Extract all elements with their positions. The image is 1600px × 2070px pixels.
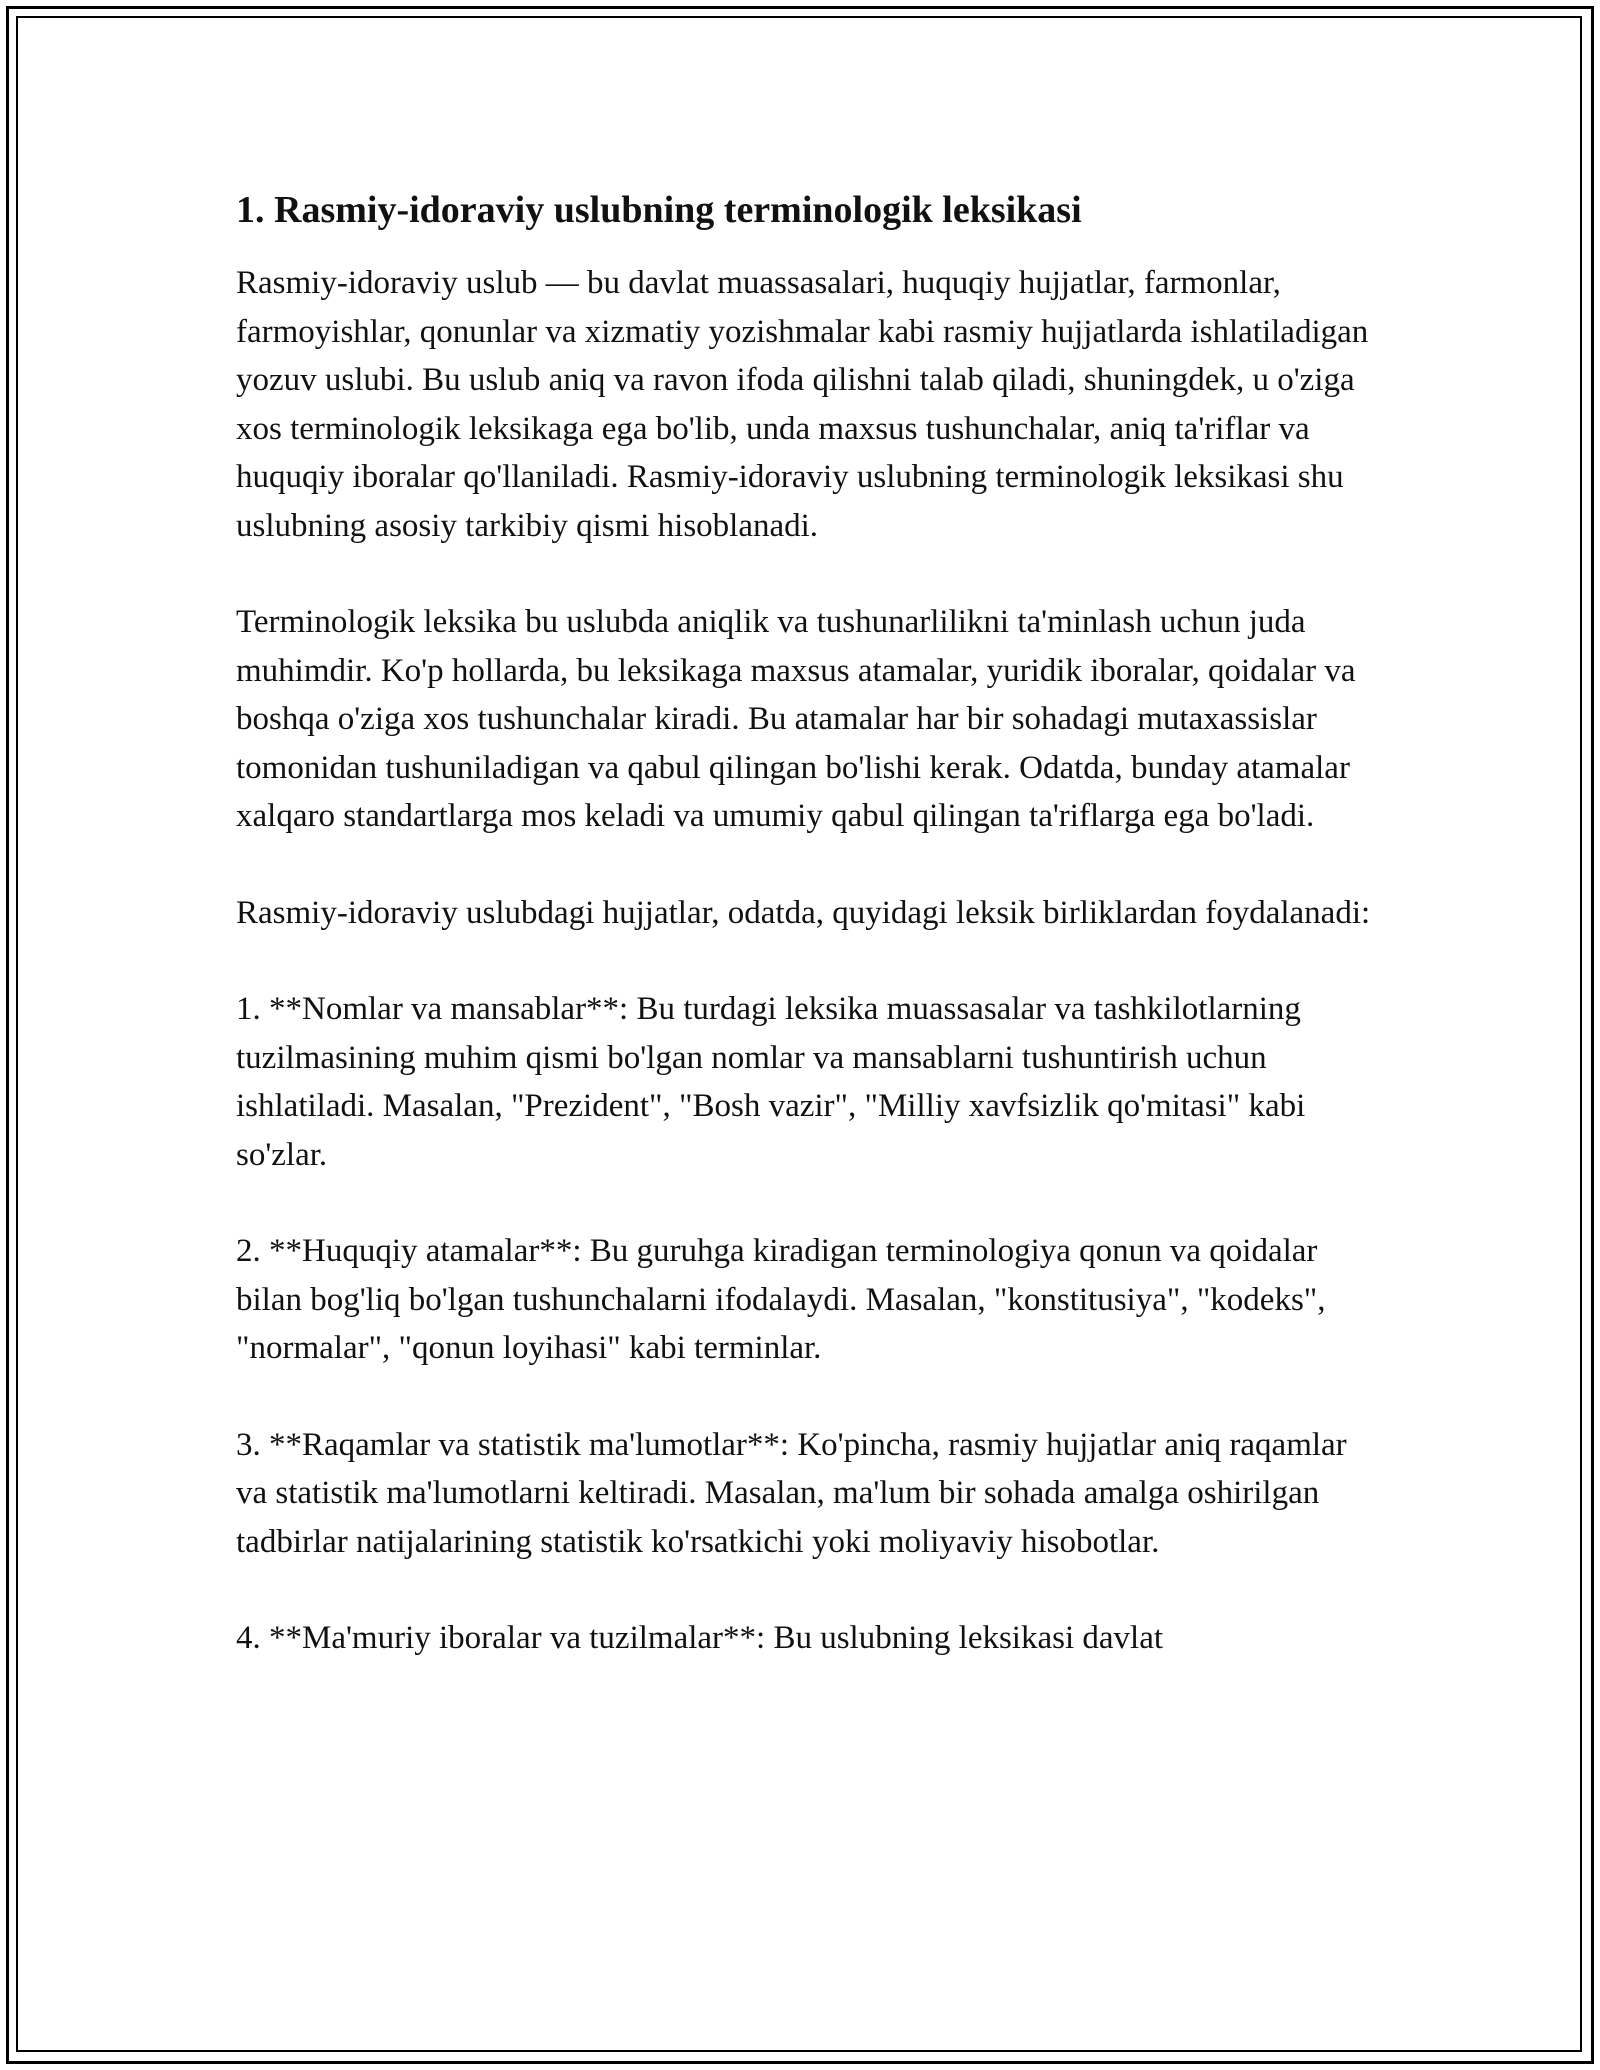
document-title: 1. Rasmiy-idoraviy uslubning terminologik leksikasi (236, 189, 1082, 231)
paragraph-terminology: Terminologik leksika bu uslubda aniqlik va tushunarlilikni ta'minlash uchun juda muhimdir. Ko'p hollarda, bu leksikaga maxsus atamalar, yuridik iboralar, qoidalar va boshqa o'ziga xos tushunchalar kiradi. Bu atamalar har bir sohadagi mutaxassislar tomonidan tushuniladigan va qabul qilingan bo'lishi kerak. Odatda, bunday atamalar xalqaro standartlarga mos keladi va umumiy qabul qilingan ta'riflarga ega bo'ladi. (236, 604, 1356, 835)
list-item-administrative-phrases: 4. **Ma'muriy iboralar va tuzilmalar**: Bu uslubning leksikasi davlat (236, 1620, 1164, 1657)
list-item-legal-terms: 2. **Huquqiy atamalar**: Bu guruhga kiradigan terminologiya qonun va qoidalar bilan bog'liq bo'lgan tushunchalarni ifodalaydi. Masalan, "konstitusiya", "kodeks", "normalar", "qonun loyihasi" kabi terminlar. (236, 1233, 1326, 1367)
list-item-numbers-and-statistics: 3. **Raqamlar va statistik ma'lumotlar**: Ko'pincha, rasmiy hujjatlar aniq raqamlar va statistik ma'lumotlarni keltiradi. Masalan, ma'lum bir sohada amalga oshirilgan tadbirlar natijalarining statistik ko'rsatkichi yoki moliyaviy hisobotlar. (236, 1426, 1347, 1560)
list-item-names-and-positions: 1. **Nomlar va mansablar**: Bu turdagi leksika muassasalar va tashkilotlarning tuzilmasining muhim qismi bo'lgan nomlar va mansablarni tushuntirish uchun ishlatiladi. Masalan, "Prezident", "Bosh vazir", "Milliy xavfsizlik qo'mitasi" kabi so'zlar. (236, 991, 1306, 1173)
paragraph-lexical-units-intro: Rasmiy-idoraviy uslubdagi hujjatlar, odatda, quyidagi leksik birliklardan foydalanadi: (236, 894, 1371, 931)
document-body (236, 186, 1376, 1663)
paragraph-intro: Rasmiy-idoraviy uslub — bu davlat muassasalari, huquqiy hujjatlar, farmonlar, farmoyishlar, qonunlar va xizmatiy yozishmalar kabi rasmiy hujjatlarda ishlatiladigan yozuv uslubi. Bu uslub aniq va ravon ifoda qilishni talab qiladi, shuningdek, u o'ziga xos terminologik leksikaga ega bo'lib, unda maxsus tushunchalar, aniq ta'riflar va huquqiy iboralar qo'llaniladi. Rasmiy-idoraviy uslubning terminologik leksikasi shu uslubning asosiy tarkibiy qismi hisoblanadi. (236, 265, 1369, 544)
